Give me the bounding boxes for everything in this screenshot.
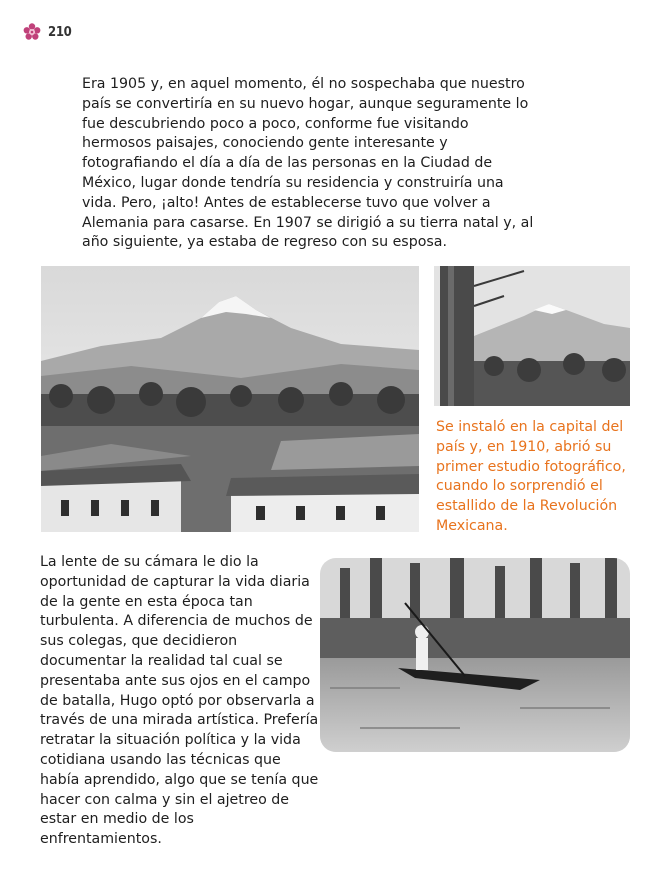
town-volcano-photo [41,266,419,532]
tree-volcano-photo [434,266,630,406]
photo-caption: Se instaló en la capital del país y, en 1910, abrió su primer estudio fotográfico, cuando lo sorprendió el estallido de la Revolución Mexicana. [436,419,626,534]
flower-icon [22,22,42,42]
page-number: 210 [48,24,72,40]
canal-boat-photo [320,558,630,752]
intro-paragraph: Era 1905 y, en aquel momento, él no sospechaba que nuestro país se convertiría en su nuevo hogar, aunque seguramente lo fue descubriendo poco a poco, conforme fue visitando hermosos paisajes, conociendo gente interesante y fotografiando el día a día de las personas en la Ciudad de México, lugar donde tendría su residencia y construiría una vida. Pero, ¡alto! Antes de establecerse tuvo que volver a Alemania para casarse. En 1907 se dirigió a su tierra natal y, al año siguiente, ya estaba de regreso con su esposa. [82,76,534,251]
body-paragraph: La lente de su cámara le dio la oportunidad de capturar la vida diaria de la gente en esta época tan turbulenta. A diferencia de muchos de sus colegas, que decidieron documentar la realidad tal cual se presentaba ante sus ojos en el campo de batalla, Hugo optó por observarla a través de una mirada artística. Prefería retratar la situación política y la vida cotidiana usando las técnicas que había aprendido, algo que se tenía que hacer con calma y sin el ajetreo de estar en medio de los enfrentamientos. [40,554,319,848]
page-header [22,22,72,42]
